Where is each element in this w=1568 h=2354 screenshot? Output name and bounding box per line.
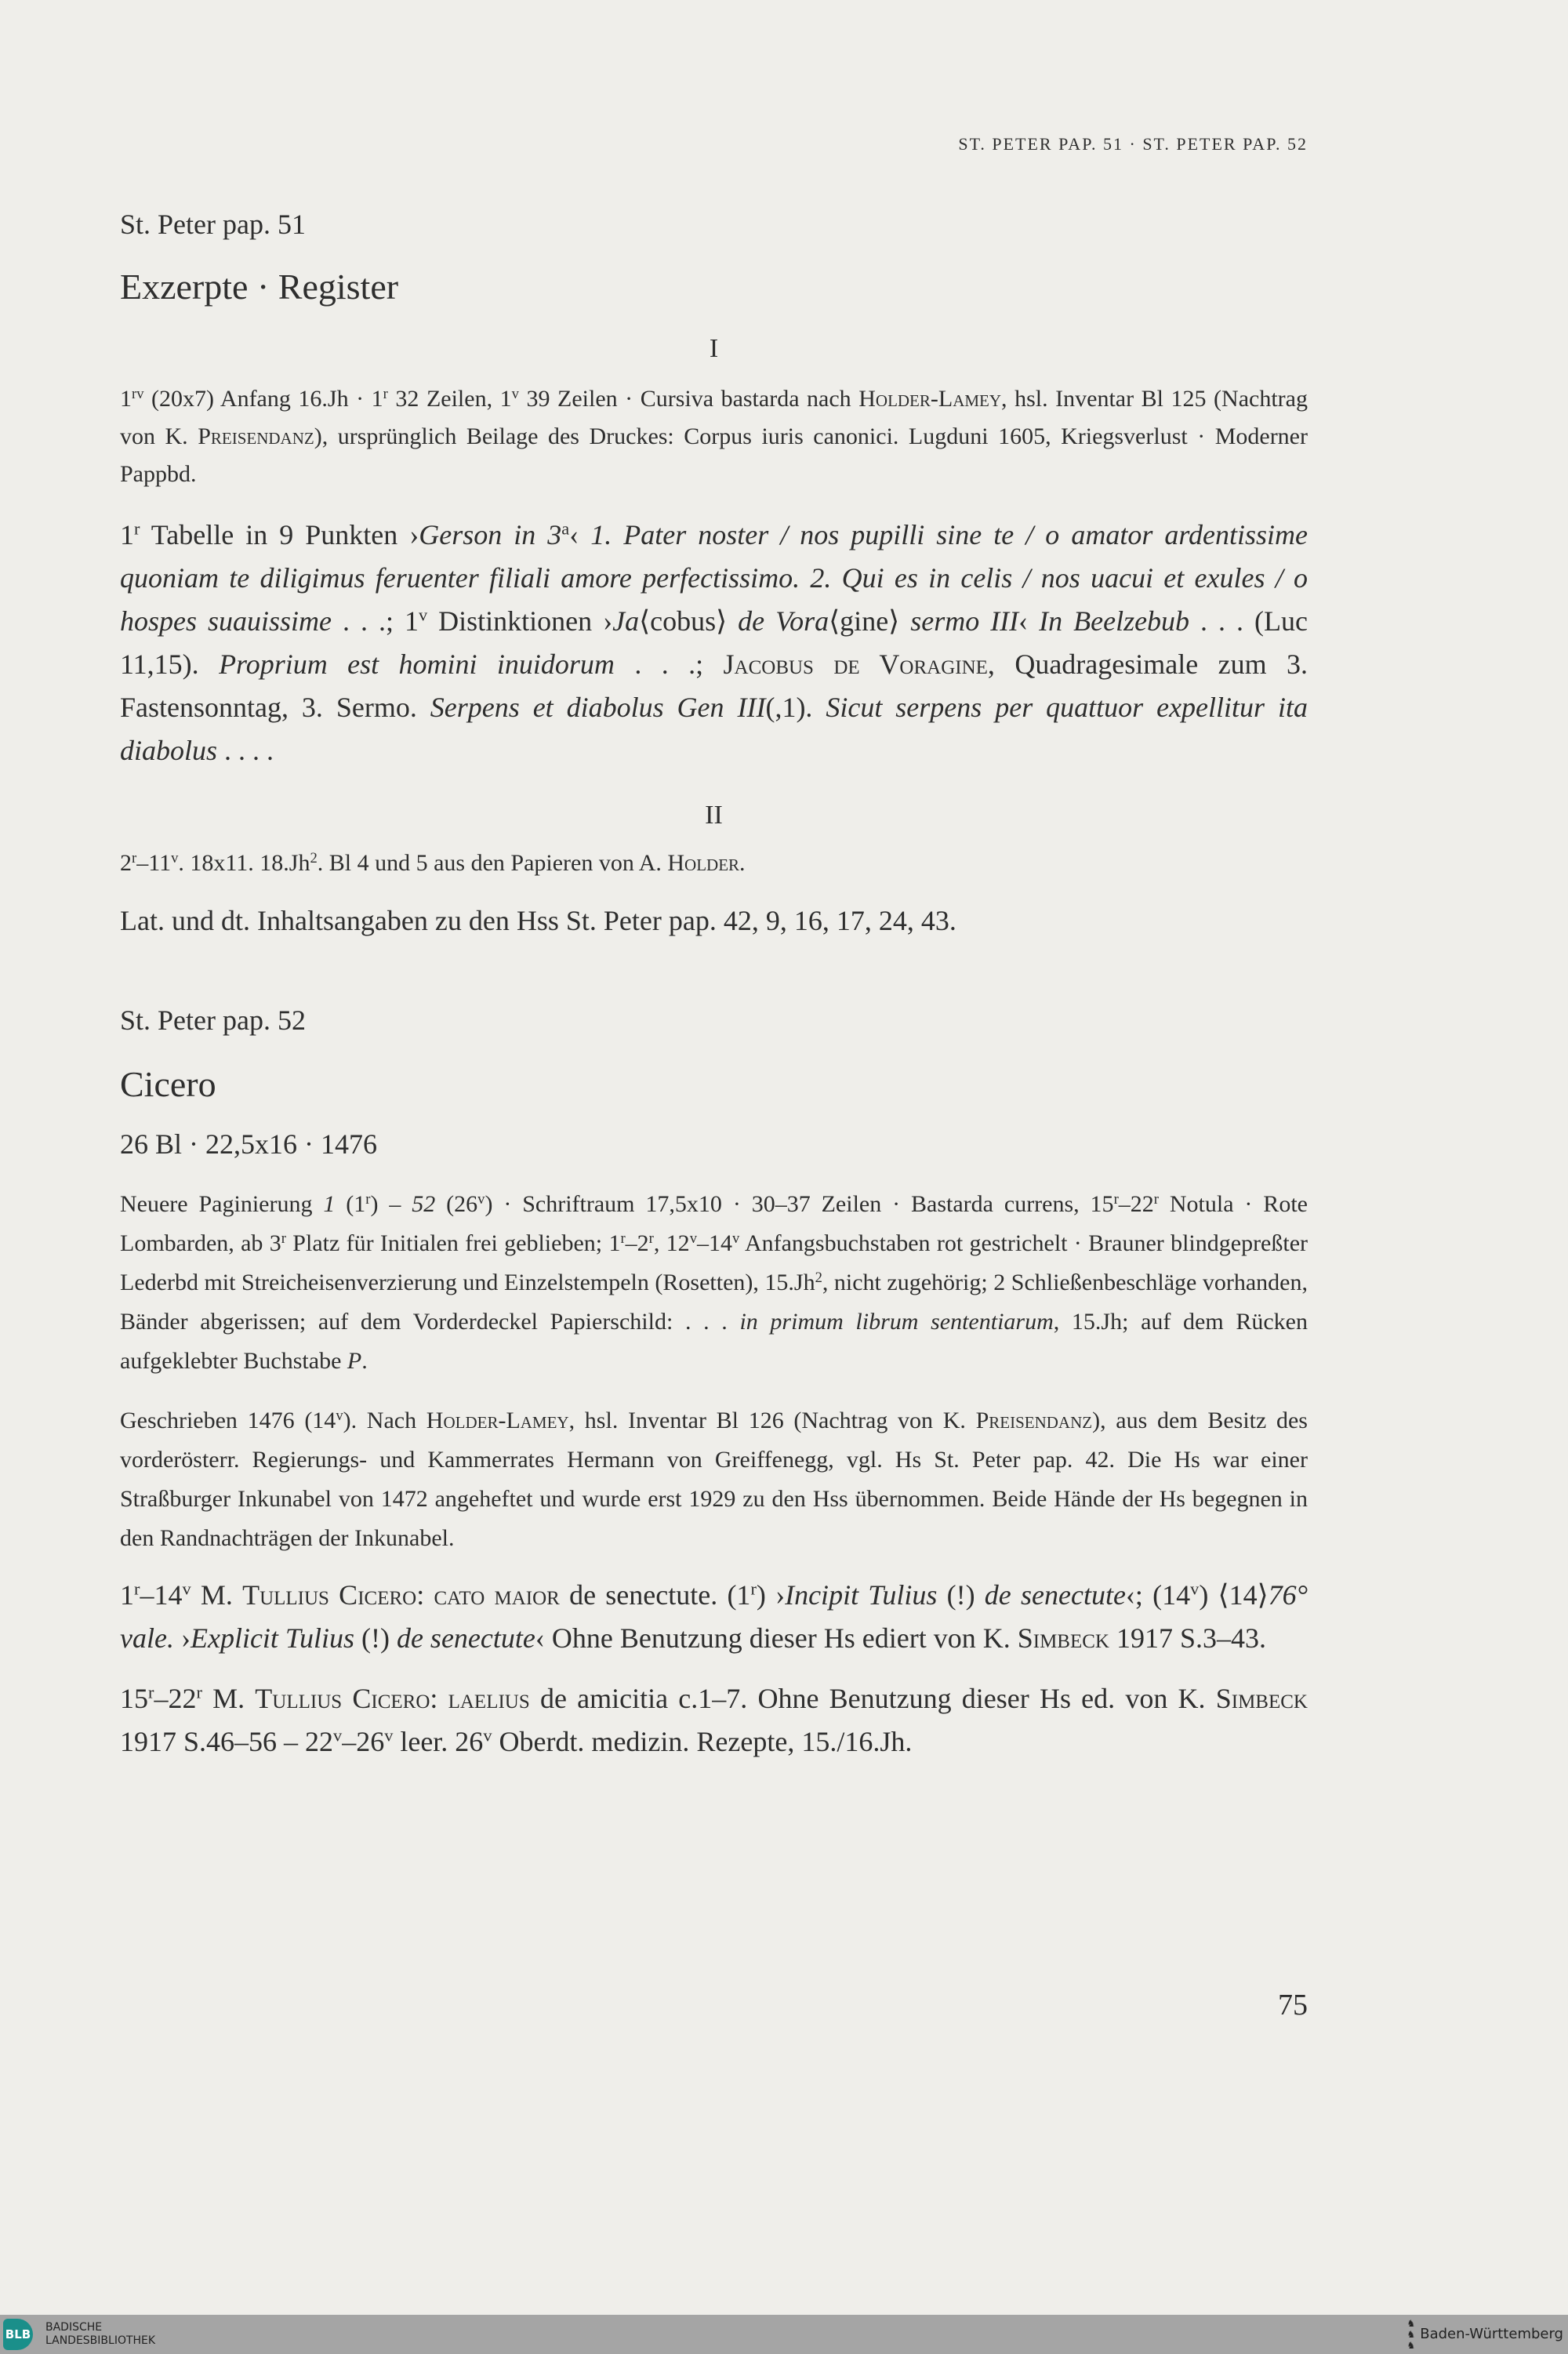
italic-text: Gerson in 3 (419, 519, 562, 550)
text-run: ) · Schriftraum 17,5x10 · 30–37 Zeilen · Bastarda currens, 15 (485, 1191, 1114, 1217)
text-run: (!) (354, 1622, 397, 1654)
entry-title: Cicero (120, 1064, 216, 1104)
description-paragraph (120, 380, 1308, 493)
history-paragraph (120, 1401, 1308, 1558)
text-run: Anfangsbuchstaben rot gestrichelt · Brauner blindgepreßter Lederbd mit Streicheisenverzierung und Einzelstempeln (Rosetten), 15.Jh (120, 1230, 1308, 1295)
small-caps-name: Holder-Lamey (426, 1408, 569, 1433)
text-run: , Quadragesimale zum 3. Fastensonntag, 3. Sermo. (120, 648, 1308, 723)
italic-text: sermo III (910, 605, 1019, 637)
small-caps-name: Tullius Cicero (255, 1683, 430, 1714)
text-run: Platz für Initialen frei geblieben; 1 (285, 1230, 621, 1256)
text-run: de amicitia c.1–7. Ohne Benutzung dieser Hs ed. von K. (529, 1683, 1216, 1714)
superscript: r (134, 518, 140, 539)
text-run: M. (191, 1579, 243, 1611)
text-run: ). Nach (343, 1408, 426, 1433)
text-run: . . .; 1 (332, 605, 419, 637)
superscript: v (477, 1190, 485, 1208)
superscript: v (731, 1230, 740, 1247)
italic-text: Proprium est homini inuidorum (219, 648, 615, 680)
text-run: –14 (140, 1579, 183, 1611)
text-run: –22 (154, 1683, 197, 1714)
superscript: v (182, 1578, 191, 1599)
text-run: Lat. und dt. Inhaltsangaben zu den Hss St. Peter pap. 42, 9, 16, 17, 24, 43. (120, 905, 956, 936)
text-run: , nicht zugehörig; 2 Schließenbeschläge vorhanden, Bänder abgerissen; auf dem Vorderdeckel Papierschild: . . . (120, 1270, 1308, 1335)
page-content (120, 208, 1308, 1764)
state-lions-icon: ♞ ♞ ♞ (1406, 2318, 1416, 2351)
italic-text: 52 (412, 1191, 436, 1217)
superscript: v (336, 1407, 343, 1424)
small-caps-name: Simbeck (1017, 1622, 1109, 1654)
superscript: v (418, 605, 428, 625)
text-run: › (173, 1622, 191, 1654)
contents-paragraph (120, 899, 1308, 943)
small-caps-name: Tullius Cicero (242, 1579, 417, 1611)
italic-text: 76° vale. (120, 1579, 1308, 1654)
text-run: Geschrieben 1476 (14 (120, 1408, 336, 1433)
contents-paragraph (120, 1574, 1308, 1660)
superscript: rv (132, 385, 144, 402)
italic-text: Serpens et diabolus Gen III (430, 692, 766, 723)
text-run: –11 (136, 850, 172, 876)
text-run: –2 (625, 1230, 649, 1256)
text-run: 1 (120, 1579, 134, 1611)
italic-text: 1 (323, 1191, 336, 1217)
superscript: r (383, 385, 388, 402)
text-run: 1 (120, 386, 132, 412)
text-run: –14 (696, 1230, 732, 1256)
text-run: 1917 S.3–43. (1109, 1622, 1267, 1654)
text-run: ), ursprünglich Beilage des Druckes: Corpus iuris canonici. Lugduni 1605, Kriegsverlust · Moderner Pappbd. (120, 423, 1308, 487)
text-run: Oberdt. medizin. Rezepte, 15./16.Jh. (492, 1726, 913, 1757)
text-run: (20x7) Anfang 16.Jh · 1 (143, 386, 383, 412)
entry-signature: St. Peter pap. 52 (120, 1004, 306, 1036)
text-run: (!) (937, 1579, 985, 1611)
text-run: . (739, 850, 746, 876)
text-run: 1917 S.46–56 – 22 (120, 1726, 334, 1757)
text-run: , hsl. Inventar Bl 125 (Nachtrag von K. (120, 386, 1308, 449)
superscript: v (1190, 1578, 1200, 1599)
page-number: 75 (1278, 1989, 1308, 2022)
description-paragraph (120, 845, 1308, 882)
text-run: 1 (120, 519, 134, 550)
text-run: 15 (120, 1683, 148, 1714)
text-run: Tabelle in 9 Punkten › (140, 519, 419, 550)
text-run: Neuere Paginierung (120, 1191, 324, 1217)
running-header: ST. PETER PAP. 51 · ST. PETER PAP. 52 (958, 134, 1308, 154)
text-run: : (430, 1683, 448, 1714)
text-run: , 12 (653, 1230, 690, 1256)
italic-text: Explicit Tulius (190, 1622, 354, 1654)
part-heading: I (709, 334, 719, 363)
superscript: r (750, 1578, 757, 1599)
text-run: 2 (120, 850, 132, 876)
text-run: –26 (342, 1726, 385, 1757)
italic-text: Sicut serpens per quattuor expellitur ita diabolus (120, 692, 1308, 766)
text-run: (,1). (765, 692, 826, 723)
small-caps-name: Simbeck (1215, 1683, 1308, 1714)
italic-text: Ja (612, 605, 640, 637)
superscript: v (689, 1230, 697, 1247)
italic-text: de senectute (984, 1579, 1126, 1611)
superscript: r (648, 1230, 654, 1247)
text-run: ⟨cobus⟩ (639, 605, 739, 637)
italic-text: in primum librum sententiarum (739, 1309, 1054, 1335)
text-run: 32 Zeilen, 1 (387, 386, 512, 412)
superscript: 2 (310, 849, 318, 866)
library-logo[interactable]: BLB (3, 2319, 33, 2350)
italic-text: de senectute (396, 1622, 535, 1654)
italic-text: Incipit Tulius (785, 1579, 938, 1611)
text-run: ‹; (14 (1125, 1579, 1191, 1611)
footer-bar (0, 2315, 1568, 2354)
text-run: ) ⟨14⟩ (1199, 1579, 1269, 1611)
text-run: ) – (370, 1191, 412, 1217)
superscript: v (511, 385, 519, 402)
small-caps-name: Jacobus de Voragine (723, 648, 988, 680)
state-logo-text[interactable]: Baden-Württemberg (1420, 2326, 1563, 2342)
text-run: 39 Zeilen · Cursiva bastarda nach (518, 386, 859, 412)
part-heading: II (705, 801, 723, 830)
small-caps-name: Holder-Lamey (858, 386, 1002, 412)
text-run: ) › (756, 1579, 786, 1611)
superscript: a (561, 518, 570, 539)
superscript: r (196, 1682, 202, 1702)
text-run: (26 (435, 1191, 478, 1217)
text-run: , hsl. Inventar Bl 126 (Nachtrag von K. (568, 1408, 976, 1433)
library-name-line1: BADISCHE (45, 2321, 103, 2334)
superscript: r (1153, 1190, 1159, 1208)
superscript: 2 (815, 1269, 822, 1286)
library-name-line2: LANDESBIBLIOTHEK (45, 2334, 156, 2347)
text-run: ‹ (569, 519, 591, 550)
italic-text: In Beelzebub (1039, 605, 1190, 637)
small-caps-name: Holder (667, 850, 740, 876)
library-name (45, 2321, 155, 2348)
text-run: ‹ Ohne Benutzung dieser Hs ediert von K. (535, 1622, 1018, 1654)
text-run: , 15.Jh; auf dem Rücken aufgeklebter Buchstabe (120, 1309, 1308, 1374)
text-run: . 18x11. 18.Jh (178, 850, 310, 876)
text-run: ‹ (1018, 605, 1040, 637)
small-caps-name: laelius (448, 1683, 530, 1714)
text-run: (1 (335, 1191, 366, 1217)
superscript: v (333, 1725, 343, 1746)
entry-signature: St. Peter pap. 51 (120, 209, 306, 240)
superscript: r (281, 1230, 286, 1247)
italic-text: de Vora (738, 605, 829, 637)
entry-title: Exzerpte · Register (120, 267, 399, 307)
text-run: : (416, 1579, 434, 1611)
superscript: r (134, 1578, 140, 1599)
text-run: de senectute. (1 (559, 1579, 751, 1611)
text-run: . . .; (614, 648, 724, 680)
text-run: . . . (Luc 11,15). (120, 605, 1308, 680)
superscript: r (620, 1230, 626, 1247)
superscript: v (171, 849, 179, 866)
superscript: r (1113, 1190, 1119, 1208)
text-run: Notula · Rote Lombarden, ab 3 (120, 1191, 1308, 1256)
contents-paragraph (120, 514, 1308, 772)
text-run: ⟨gine⟩ (829, 605, 911, 637)
superscript: r (132, 849, 137, 866)
italic-text: P (347, 1348, 362, 1374)
text-run: . . . . (217, 735, 274, 766)
superscript: r (148, 1682, 154, 1702)
text-run: leer. 26 (393, 1726, 484, 1757)
entry-summary: 26 Bl · 22,5x16 · 1476 (120, 1128, 377, 1160)
description-paragraph (120, 1185, 1308, 1381)
text-run: . Bl 4 und 5 aus den Papieren von A. (317, 850, 668, 876)
text-run: . (361, 1348, 368, 1374)
superscript: r (365, 1190, 371, 1208)
text-run: Distinktionen › (427, 605, 613, 637)
small-caps-name: Preisendanz (198, 423, 314, 449)
text-run: –22 (1118, 1191, 1154, 1217)
superscript: v (384, 1725, 394, 1746)
superscript: v (483, 1725, 492, 1746)
italic-text: 1. Pater noster / nos pupilli sine te / o amator ardentissime quoniam te diligimus feruenter filiali amore perfectissimo. 2. Qui es in celis / nos uacui et exules / o hospes suauissime (120, 519, 1308, 637)
small-caps-name: Preisendanz (975, 1408, 1093, 1433)
contents-paragraph (120, 1677, 1308, 1764)
state-logo[interactable] (1406, 2318, 1563, 2351)
text-run: M. (201, 1683, 256, 1714)
text-run: ), aus dem Besitz des vorderösterr. Regierungs- und Kammerrates Hermann von Greiffenegg, vgl. Hs St. Peter pap. 42. Die Hs war einer Straßburger Inkunabel von 1472 angeheftet und wurde erst 1929 zu den Hss übernommen. Beide Hände der Hs begegnen in den Randnachträgen der Inkunabel. (120, 1408, 1308, 1551)
small-caps-name: cato maior (434, 1579, 560, 1611)
